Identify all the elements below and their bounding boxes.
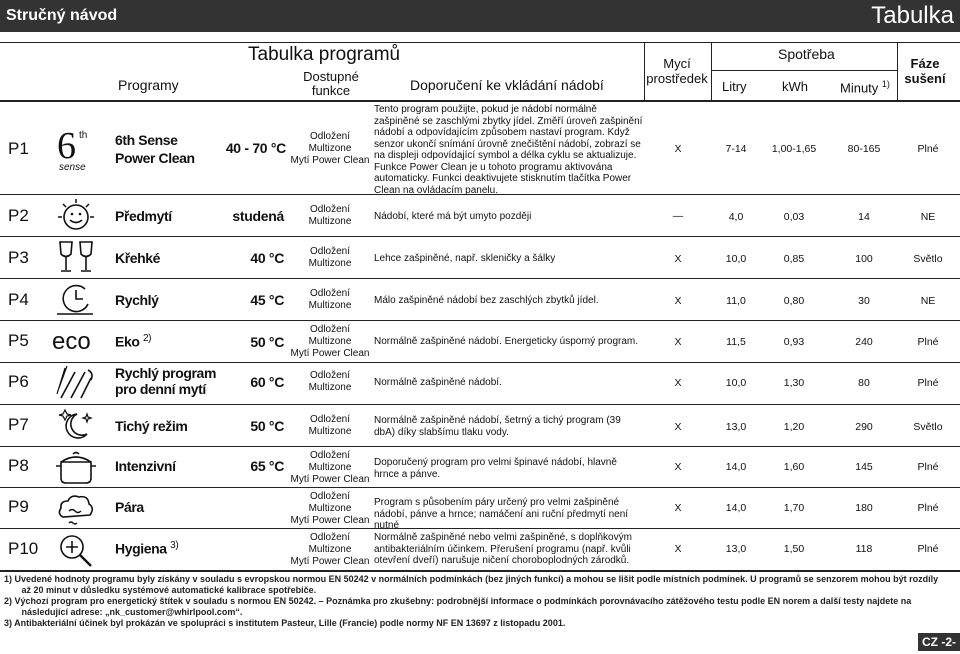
top-header-bar bbox=[0, 0, 960, 32]
program-functions: Odložení Multizone Mytí Power Clean bbox=[290, 324, 370, 359]
program-name: Předmytí bbox=[115, 208, 172, 224]
row-line-2 bbox=[0, 236, 960, 237]
detergent-value: X bbox=[674, 336, 682, 348]
program-recommendation: Málo zašpiněné nádobí bez zaschlých zbytků jídel. bbox=[374, 295, 599, 306]
program-functions: Odložení Multizone bbox=[308, 246, 352, 269]
drying-value: Plné bbox=[917, 461, 939, 473]
col-detergent-header: Mycí prostředek bbox=[646, 56, 708, 86]
footnote-3: 3) Antibakteriální účinek byl prokázán ve spolupráci s institutem Pasteur, Lille (Francie) podle normy NF EN 13697 z listopadu 2001. bbox=[4, 618, 566, 628]
minutes-value: 180 bbox=[855, 502, 873, 514]
prewash-icon bbox=[55, 196, 97, 234]
drying-value: Světlo bbox=[913, 253, 943, 265]
program-functions: Odložení Multizone bbox=[308, 370, 352, 393]
pot-icon bbox=[55, 448, 97, 486]
kwh-value: 1,20 bbox=[783, 421, 805, 433]
liters-value: 14,0 bbox=[725, 502, 747, 514]
table-bottom-line bbox=[0, 570, 960, 572]
drying-value: Plné bbox=[917, 502, 939, 514]
kwh-value: 1,30 bbox=[783, 377, 805, 389]
hygiene-icon bbox=[55, 530, 97, 568]
program-name: Tichý režim bbox=[115, 418, 188, 434]
drying-value: Plné bbox=[917, 336, 939, 348]
row-line-4 bbox=[0, 320, 960, 321]
liters-value: 13,0 bbox=[725, 421, 747, 433]
footnote-2-cont: následující adrese: „nk_customer@whirlpool.com“. bbox=[4, 607, 243, 617]
program-functions: Odložení Multizone bbox=[308, 288, 352, 311]
drying-value: Plné bbox=[917, 377, 939, 389]
steam-icon bbox=[55, 489, 97, 527]
liters-value: 4,0 bbox=[728, 211, 744, 223]
detergent-right-line bbox=[711, 42, 712, 100]
liters-value: 11,5 bbox=[726, 336, 746, 348]
program-code: P7 bbox=[8, 415, 29, 434]
svg-text:sense: sense bbox=[59, 162, 86, 172]
program-temp: 60 °C bbox=[250, 374, 284, 390]
minutes-value: 290 bbox=[855, 421, 873, 433]
detergent-value: X bbox=[674, 461, 682, 473]
program-code: P10 bbox=[8, 539, 39, 558]
program-recommendation: Normálně zašpiněné nebo velmi zašpiněné, s doplňkovým antibakteriálním účinkem. Přerušení programu (např. kvůli otevření dveří) narušuje ničení choroboplodných zárodků. bbox=[374, 532, 632, 566]
program-temp: 50 °C bbox=[250, 334, 284, 350]
program-recommendation: Tento program použijte, pokud je nádobí normálně zašpiněné se zaschlými zbytky jídel. Změří úroveň zašpinění nádobí a odpovídajícím způsobem nastaví program. Když senzor ukončí snímání úrovně znečištění nádobí, zobrazí se na displeji odpovídající symbol a délka cyklu se aktualizuje. Funkce Power Clean je u tohoto programu aktivována automaticky. Funkci deaktivujete stisknutím tlačítka Power Clean na ovládacím panelu. bbox=[374, 104, 643, 196]
program-recommendation: Nádobí, které má být umyto později bbox=[374, 211, 532, 222]
program-name-text: Hygiena bbox=[115, 540, 167, 557]
detergent-value: X bbox=[674, 253, 682, 265]
liters-value: 14,0 bbox=[725, 461, 747, 473]
drying-value: NE bbox=[920, 211, 936, 223]
glasses-icon bbox=[55, 238, 97, 276]
row-line-8 bbox=[0, 487, 960, 488]
liters-value: 10,0 bbox=[725, 253, 747, 265]
program-name: Pára bbox=[115, 499, 144, 515]
minutes-value: 80-165 bbox=[847, 143, 881, 155]
footnote-2: 2) Výchozí program pro energetický štítek v souladu s normou EN 50242. – Poznámka pro zkušebny: podrobnější informace o podmínkách porovnávacího zátěžového testu podle EN norem a další testy najdete na bbox=[4, 596, 912, 606]
table-top-line bbox=[0, 42, 960, 43]
col-liters-header: Litry bbox=[722, 79, 747, 94]
page-number: CZ -2- bbox=[918, 633, 960, 651]
program-name-sup: 2) bbox=[142, 333, 152, 344]
liters-value: 11,0 bbox=[726, 295, 746, 307]
minutes-value: 14 bbox=[858, 211, 870, 223]
col-kwh-header: kWh bbox=[782, 79, 808, 94]
header-bottom-line bbox=[0, 100, 960, 102]
program-recommendation: Normálně zašpiněné nádobí. Energeticky úsporný program. bbox=[374, 336, 639, 347]
program-name-sup: 3) bbox=[170, 540, 179, 551]
detergent-value: X bbox=[674, 502, 682, 514]
program-name: Intenzivní bbox=[115, 458, 176, 474]
program-functions: Odložení Multizone Mytí Power Clean bbox=[290, 532, 370, 567]
minutes-value: 30 bbox=[858, 295, 870, 307]
program-recommendation: Program s působením páry určený pro velmi zašpiněné nádobí, pánve a hrnce; namáčení ani ruční předmytí není nutné bbox=[374, 497, 629, 531]
program-name: 6th Sense Power Clean bbox=[115, 132, 195, 166]
col-consumption-header: Spotřeba bbox=[778, 46, 835, 62]
drying-value: Světlo bbox=[913, 421, 943, 433]
table-caption: Tabulka programů bbox=[248, 44, 401, 65]
eco-icon bbox=[52, 322, 102, 360]
row-line-5 bbox=[0, 362, 960, 363]
daily-cutlery-icon bbox=[55, 364, 97, 402]
program-code: P8 bbox=[8, 456, 29, 475]
program-recommendation: Normálně zašpiněné nádobí. bbox=[374, 377, 502, 388]
col-minutes-label: Minuty bbox=[840, 80, 879, 96]
col-functions-header: Dostupné funkce bbox=[303, 69, 359, 98]
header-left-title: Stručný návod bbox=[6, 7, 118, 24]
col-minutes-header bbox=[840, 79, 890, 95]
program-recommendation: Lehce zašpiněné, např. skleničky a šálky bbox=[374, 253, 556, 264]
row-line-6 bbox=[0, 404, 960, 405]
program-code: P6 bbox=[8, 372, 29, 391]
night-icon bbox=[55, 406, 97, 444]
header-right-title: Tabulka bbox=[871, 2, 954, 29]
program-temp: 40 - 70 °C bbox=[225, 140, 286, 156]
program-temp: 65 °C bbox=[250, 458, 284, 474]
minutes-value: 118 bbox=[855, 543, 873, 555]
drying-left-line bbox=[897, 42, 898, 100]
program-functions: Odložení Multizone bbox=[308, 204, 352, 227]
program-name bbox=[115, 333, 151, 350]
program-code: P4 bbox=[8, 290, 29, 309]
detergent-left-line bbox=[644, 42, 645, 100]
program-code: P1 bbox=[8, 139, 29, 158]
program-temp: 45 °C bbox=[250, 292, 284, 308]
minutes-value: 240 bbox=[855, 336, 873, 348]
kwh-value: 0,85 bbox=[783, 253, 805, 265]
detergent-value: X bbox=[674, 421, 682, 433]
program-name: Rychlý program pro denní mytí bbox=[115, 365, 216, 397]
consumption-sub-line bbox=[712, 70, 897, 71]
program-code: P3 bbox=[8, 248, 29, 267]
footnote-1: 1) Uvedené hodnoty programu byly získány v souladu s evropskou normou EN 50242 v normálních podmínkách (bez jiných funkcí) a mohou se lišit podle místních podmínek. U programů se senzorem mohou být rozdíly bbox=[4, 574, 939, 584]
col-recommendation-header: Doporučení ke vkládání nádobí bbox=[410, 77, 604, 93]
minutes-value: 100 bbox=[855, 253, 873, 265]
program-temp: studená bbox=[232, 208, 284, 224]
program-temp: 40 °C bbox=[250, 250, 284, 266]
program-code: P2 bbox=[8, 206, 29, 225]
detergent-value: X bbox=[674, 295, 682, 307]
row-line-7 bbox=[0, 446, 960, 447]
kwh-value: 1,70 bbox=[783, 502, 805, 514]
program-name: Křehké bbox=[115, 250, 161, 266]
program-name: Rychlý bbox=[115, 292, 159, 308]
6th-sense-icon bbox=[55, 124, 97, 172]
svg-text:th: th bbox=[79, 130, 88, 141]
col-drying-header: Fáze sušení bbox=[904, 56, 946, 86]
col-programs-header: Programy bbox=[118, 77, 179, 93]
drying-value: NE bbox=[920, 295, 936, 307]
kwh-value: 0,03 bbox=[783, 211, 805, 223]
kwh-value: 1,60 bbox=[783, 461, 805, 473]
minutes-value: 145 bbox=[855, 461, 873, 473]
row-line-3 bbox=[0, 278, 960, 279]
program-name bbox=[115, 540, 178, 557]
drying-value: Plné bbox=[917, 143, 939, 155]
program-temp: 50 °C bbox=[250, 418, 284, 434]
program-name-text: Eko bbox=[115, 333, 140, 350]
program-functions: Odložení Multizone Mytí Power Clean bbox=[290, 491, 370, 526]
detergent-value: X bbox=[674, 377, 682, 389]
kwh-value: 0,80 bbox=[783, 295, 805, 307]
detergent-value: X bbox=[674, 543, 682, 555]
program-functions: Odložení Multizone Mytí Power Clean bbox=[290, 450, 370, 485]
kwh-value: 0,93 bbox=[783, 336, 805, 348]
program-recommendation: Doporučený program pro velmi špinavé nádobí, hlavně hrnce a pánve. bbox=[374, 457, 617, 480]
program-code: P5 bbox=[8, 331, 29, 350]
drying-value: Plné bbox=[917, 543, 939, 555]
minutes-value: 80 bbox=[858, 377, 870, 389]
kwh-value: 1,50 bbox=[783, 543, 805, 555]
svg-text:6: 6 bbox=[57, 125, 76, 167]
program-functions: Odložení Multizone Mytí Power Clean bbox=[290, 131, 370, 166]
program-code: P9 bbox=[8, 497, 29, 516]
col-minutes-sup: 1) bbox=[881, 79, 890, 89]
svg-text:eco: eco bbox=[52, 328, 91, 355]
liters-value: 13,0 bbox=[725, 543, 747, 555]
liters-value: 7-14 bbox=[725, 143, 747, 155]
program-recommendation: Normálně zašpiněné nádobí, šetrný a tichý program (39 dbA) díky slabšímu tlaku vody. bbox=[374, 415, 621, 438]
program-functions: Odložení Multizone bbox=[308, 414, 352, 437]
fast-clock-icon bbox=[55, 280, 97, 318]
kwh-value: 1,00-1,65 bbox=[771, 143, 817, 155]
footnote-1-cont: až 20 minut v důsledku systémové automatické kalibrace spotřebiče. bbox=[4, 585, 317, 595]
liters-value: 10,0 bbox=[725, 377, 747, 389]
detergent-value: — bbox=[672, 210, 684, 222]
detergent-value: X bbox=[674, 143, 682, 155]
